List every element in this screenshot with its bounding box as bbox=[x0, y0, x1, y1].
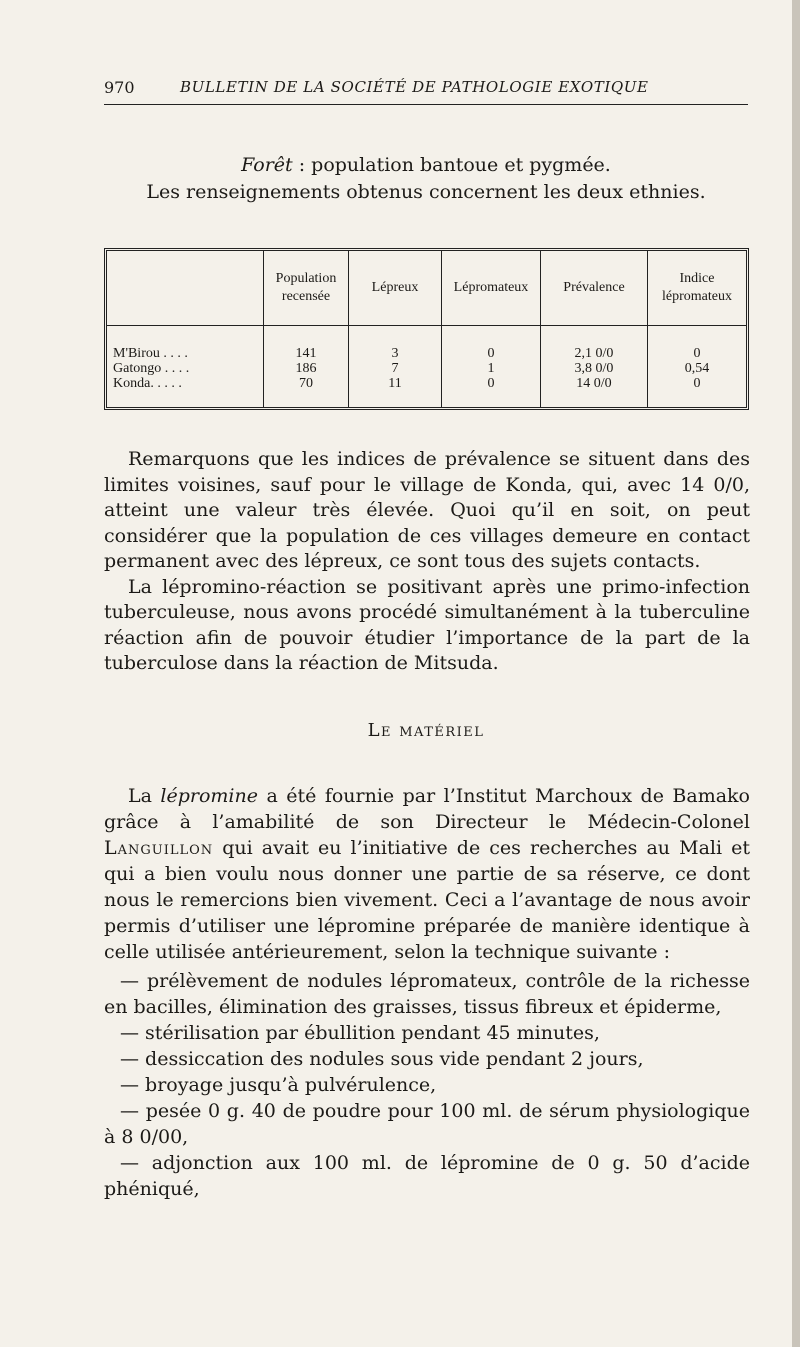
author-name: Languillon bbox=[104, 837, 214, 859]
materiel-text bbox=[104, 783, 750, 965]
col-villages bbox=[107, 326, 264, 408]
col-lepromateux bbox=[442, 326, 541, 408]
discussion-text bbox=[104, 447, 750, 677]
cell-population: 141 bbox=[295, 346, 317, 361]
cell-lepreux: 3 bbox=[391, 346, 399, 361]
emphasis-lepromine: lépromine bbox=[160, 785, 258, 807]
text-run: qui avait eu l’initiative de ces recherches au Mali et qui a bien voulu nous donner une partie de sa réserve, ce dont nous le remercions bien vivement. Ceci a l’avantage de nous avoir permis d’utiliser une lépromine préparée de manière identique à celle utilisée antérieurement, selon la technique suivante : bbox=[104, 837, 750, 963]
paragraph: La lépromino-réaction se positivant après une primo-infection tuberculeuse, nous avons procédé simultanément à la tuberculine réaction afin de pouvoir étudier l’importance de la part de la tuberculose dans la réaction de Mitsuda. bbox=[104, 575, 750, 674]
technique-list bbox=[104, 968, 750, 1202]
prevalence-table bbox=[104, 248, 749, 410]
cell-village: Gatongo . . . . bbox=[113, 361, 190, 376]
list-item: — stérilisation par ébullition pendant 45 minutes, bbox=[120, 1022, 600, 1044]
paragraph bbox=[104, 783, 750, 965]
header-lepromateux: Lépromateux bbox=[442, 251, 541, 326]
intro-line-1-rest: : population bantoue et pygmée. bbox=[292, 154, 611, 176]
col-population bbox=[264, 326, 349, 408]
table-body bbox=[107, 326, 746, 408]
cell-prevalence: 14 0/0 bbox=[576, 376, 612, 391]
cell-indice: 0 bbox=[693, 346, 701, 361]
page-edge bbox=[792, 0, 800, 1347]
cell-village: Konda. . . . . bbox=[113, 376, 182, 391]
section-heading: Le matériel bbox=[367, 720, 485, 741]
paragraph: Remarquons que les indices de prévalence se situent dans des limites voisines, sauf pour le village de Konda, qui, avec 14 0/0, atteint une valeur très élevée. Quoi qu’il en soit, on peut considérer que la population de ces villages demeure en contact permanent avec des lépreux, ce sont tous des sujets contacts. bbox=[104, 448, 750, 572]
list-item: — prélèvement de nodules lépromateux, contrôle de la richesse en bacilles, élimination des graisses, tissus fibreux et épiderme, bbox=[104, 970, 750, 1018]
header-population: Population recensée bbox=[264, 251, 349, 326]
header-lepreux: Lépreux bbox=[349, 251, 442, 326]
col-lepreux bbox=[349, 326, 442, 408]
cell-prevalence: 2,1 0/0 bbox=[574, 346, 614, 361]
cell-indice: 0,54 bbox=[684, 361, 710, 376]
cell-lepromateux: 0 bbox=[487, 346, 495, 361]
table-header-row bbox=[107, 251, 746, 326]
header-indice: Indice lépromateux bbox=[648, 251, 747, 326]
cell-lepromateux: 1 bbox=[487, 361, 495, 376]
list-item: — broyage jusqu’à pulvérulence, bbox=[120, 1074, 437, 1096]
cell-lepreux: 11 bbox=[388, 376, 402, 391]
cell-population: 70 bbox=[299, 376, 313, 391]
intro-line-2: Les renseignements obtenus concernent les deux ethnies. bbox=[146, 181, 706, 203]
header-village bbox=[107, 251, 264, 326]
cell-prevalence: 3,8 0/0 bbox=[574, 361, 614, 376]
cell-lepreux: 7 bbox=[391, 361, 399, 376]
intro-block bbox=[104, 152, 748, 206]
cell-lepromateux: 0 bbox=[487, 376, 495, 391]
header-prevalence: Prévalence bbox=[541, 251, 648, 326]
page-number: 970 bbox=[104, 78, 135, 97]
cell-indice: 0 bbox=[693, 376, 701, 391]
running-title: BULLETIN DE LA SOCIÉTÉ DE PATHOLOGIE EXOTIQUE bbox=[180, 78, 649, 96]
col-prevalence bbox=[541, 326, 648, 408]
intro-emphasis: Forêt bbox=[241, 154, 293, 176]
page-header bbox=[104, 76, 748, 105]
cell-population: 186 bbox=[295, 361, 317, 376]
text-run: La bbox=[128, 785, 161, 807]
text-run: a été fournie par l’Institut Marchoux de Bamako grâce à l’amabilité de son Directeur le Médecin-Colonel bbox=[104, 785, 750, 833]
list-item: — adjonction aux 100 ml. de lépromine de 0 g. 50 d’acide phéniqué, bbox=[104, 1152, 750, 1200]
cell-village: M'Birou . . . . bbox=[113, 346, 188, 361]
intro-line-1 bbox=[104, 152, 748, 179]
list-item: — dessiccation des nodules sous vide pendant 2 jours, bbox=[120, 1048, 644, 1070]
list-item: — pesée 0 g. 40 de poudre pour 100 ml. de sérum physiologique à 8 0/00, bbox=[104, 1100, 750, 1148]
col-indice bbox=[648, 326, 747, 408]
